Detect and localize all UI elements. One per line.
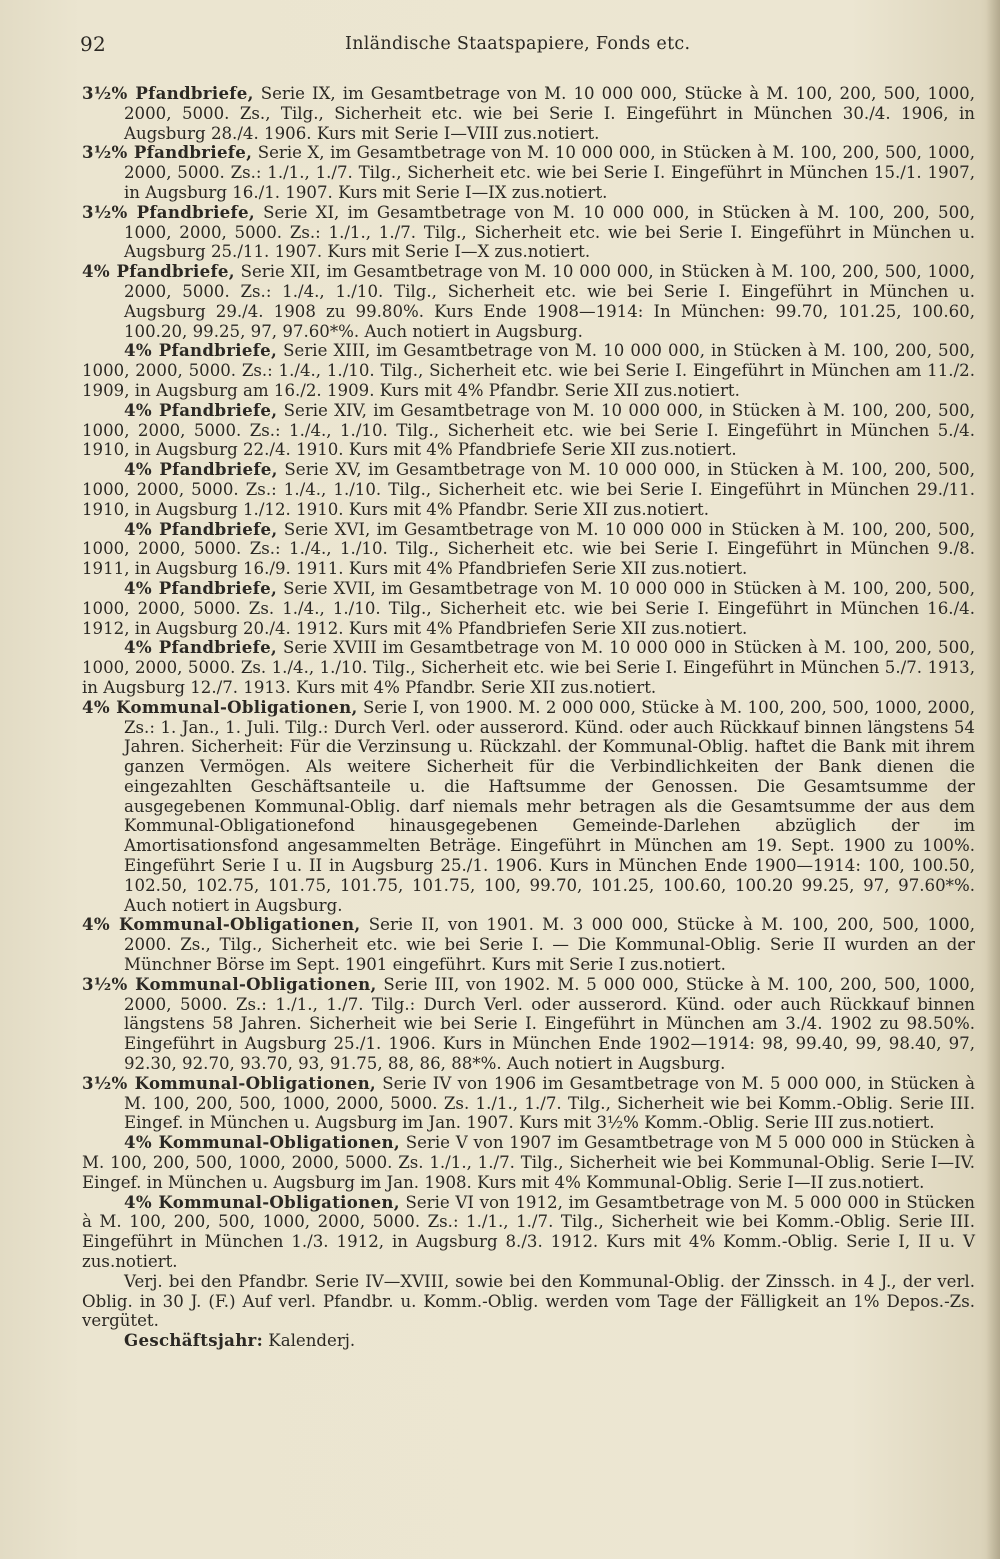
entry-pfandbriefe-xvi [82,520,975,579]
entry-pfandbriefe-ix [82,84,975,143]
fiscal-year-value: Kalenderj. [263,1331,356,1351]
entry-heading: 4% Pfandbriefe, [124,399,278,420]
entry-body: Serie XIII, im Gesamtbetrage von M. 10 000 000, in Stücken à M. 100, 200, 500, 1000, 2000, 5000. Zs.: 1./4., 1./10. Tilg., Sicherheit etc. wie bei Serie I. Eingeführt in München am 11./2. 1909, in Augsburg am 16./2. 1909. Kurs mit 4% Pfandbr. Serie XII zus.notiert. [82,341,975,400]
entry-body: Serie IX, im Gesamtbetrage von M. 10 000 000, Stücke à M. 100, 200, 500, 1000, 2000, 5000. Zs., Tilg., Sicherheit etc. wie bei Serie I. Eingeführt in München 30./4. 1906, in Augsburg 28./4. 1906. Kurs mit Serie I—VIII zus.notiert. [124,84,975,143]
entry-heading: 4% Kommunal-Obligationen, [124,1191,400,1212]
entry-pfandbriefe-xviii [82,638,975,697]
entry-heading: 4% Pfandbriefe, [124,340,278,361]
entry-body: Serie XII, im Gesamtbetrage von M. 10 000 000, in Stücken à M. 100, 200, 500, 1000, 2000, 5000. Zs.: 1./4., 1./10. Tilg., Sicherheit etc. wie bei Serie I. Eingeführt in München u. Augsburg 29./4. 1908 zu 99.80%. Kurs Ende 1908—1914: In München: 99.70, 101.25, 100.60, 100.20, 99.25, 97, 97.60*%. Auch notiert in Augsburg. [124,262,975,341]
entry-body: Serie XIV, im Gesamtbetrage von M. 10 000 000, in Stücken à M. 100, 200, 500, 1000, 2000, 5000. Zs.: 1./4., 1./10. Tilg., Sicherheit etc. wie bei Serie I. Eingeführt in München 5./4. 1910, in Augsburg 22./4. 1910. Kurs mit 4% Pfandbriefe Serie XII zus.notiert. [82,400,975,460]
entry-body: Serie III, von 1902. M. 5 000 000, Stücke à M. 100, 200, 500, 1000, 2000, 5000. Zs.: 1./1., 1./7. Tilg.: Durch Verl. oder ausserord. Künd. oder auch Rückkauf binnen längstens 58 Jahren. Sicherheit wie bei Serie I. Eingeführt in München am 3./4. 1902 zu 98.50%. Eingeführt in Augsburg 25./1. 1906. Kurs in München Ende 1902—1914: 98, 99.40, 99, 98.40, 97, 92.30, 92.70, 93.70, 93, 91.75, 88, 86, 88*%. Auch notiert in Augsburg. [124,974,975,1074]
entry-heading: 3½% Pfandbriefe, [82,142,253,163]
entry-kommunal-v [82,1133,975,1192]
entry-body: Serie XV, im Gesamtbetrage von M. 10 000 000, in Stücken à M. 100, 200, 500, 1000, 2000, 5000. Zs.: 1./4., 1./10. Tilg., Sicherheit etc. wie bei Serie I. Eingeführt in München 29./11. 1910, in Augsburg 1./12. 1910. Kurs mit 4% Pfandbr. Serie XII zus.notiert. [82,460,975,519]
entry-body: Serie V von 1907 im Gesamtbetrage von M 5 000 000 in Stücken à M. 100, 200, 500, 1000, 2000, 5000. Zs. 1./1., 1./7. Tilg., Sicherheit wie bei Kommunal-Oblig. Serie I—IV. Eingef. in München u. Augsburg im Jan. 1908. Kurs mit 4% Kommunal-Oblig. Serie I—II zus.notiert. [82,1133,975,1192]
entry-pfandbriefe-xv [82,460,975,519]
entry-heading: 4% Kommunal-Obligationen, [82,696,358,717]
entry-heading: 3½% Kommunal-Obligationen, [82,1072,377,1093]
entry-body: Serie I, von 1900. M. 2 000 000, Stücke à M. 100, 200, 500, 1000, 2000, Zs.: 1. Jan., 1. Juli. Tilg.: Durch Verl. oder ausserord. Künd. oder auch Rückkauf binnen längstens 54 Jahren. Sicherheit: Für die Verzinsung u. Rückzahl. der Kommunal-Oblig. haftet die Bank mit ihrem ganzen Vermögen. Als weitere Sicherheit für die Verbindlichkeiten der Bank dienen die eingezahlten Geschäftsanteile u. die Haftsumme der Genossen. Die Gesamtsumme der ausgegebenen Kommunal-Oblig. darf niemals mehr betragen als die Gesamtsumme der aus dem Kommunal-Obligationefond hinausgegebenen Gemeinde-Darlehen abzüglich der im Amortisationsfond angesammelten Beträge. Eingeführt in München am 19. Sept. 1900 zu 100%. Eingeführt Serie I u. II in Augsburg 25./1. 1906. Kurs in München Ende 1900—1914: 100, 100.50, 102.50, 102.75, 101.75, 101.75, 101.75, 100, 99.70, 101.25, 100.60, 100.20 99.25, 97, 97.60*%. Auch notiert in Augsburg. [124,697,975,915]
entry-heading: 3½% Pfandbriefe, [82,83,254,103]
entry-kommunal-i [82,698,975,916]
entry-body: Serie X, im Gesamtbetrage von M. 10 000 000, in Stücken à M. 100, 200, 500, 1000, 2000, 5000. Zs.: 1./1., 1./7. Tilg., Sicherheit etc. wie bei Serie I. Eingeführt in München 15./1. 1907, in Augsburg 16./1. 1907. Kurs mit Serie I—IX zus.notiert. [124,143,975,202]
fiscal-year [82,1331,975,1351]
entry-heading: 4% Pfandbriefe, [82,261,235,282]
page-number: 92 [80,32,107,56]
entry-heading: 4% Kommunal-Obligationen, [124,1132,400,1153]
entry-body: Serie XVI, im Gesamtbetrage von M. 10 000 000 in Stücken à M. 100, 200, 500, 1000, 2000, 5000. Zs.: 1./4., 1./10. Tilg., Sicherheit etc. wie bei Serie I. Eingeführt in München 9./8. 1911, in Augsburg 16./9. 1911. Kurs mit 4% Pfandbriefen Serie XII zus.notiert. [82,519,975,579]
entry-body: Serie XI, im Gesamtbetrage von M. 10 000 000, in Stücken à M. 100, 200, 500, 1000, 2000, 5000. Zs.: 1./1., 1./7. Tilg., Sicherheit etc. wie bei Serie I. Eingeführt in München u. Augsburg 25./11. 1907. Kurs mit Serie I—X zus.notiert. [124,202,975,262]
entry-pfandbriefe-xiv [82,401,975,460]
page-edge-shadow [986,0,1000,1559]
closing-note: Verj. bei den Pfandbr. Serie IV—XVIII, sowie bei den Kommunal-Oblig. der Zinssch. in 4 J., der verl. Oblig. in 30 J. (F.) Auf verl. Pfandbr. u. Komm.-Oblig. werden vom Tage der Fälligkeit an 1% Depos.-Zs. vergütet. [82,1271,975,1331]
entry-pfandbriefe-x [82,143,975,202]
entry-heading: 4% Kommunal-Obligationen, [82,914,361,935]
running-head [80,32,980,62]
body-text [82,84,975,1351]
fiscal-year-label: Geschäftsjahr: [124,1330,264,1351]
entry-kommunal-iii [82,975,975,1074]
entry-body: Serie IV von 1906 im Gesamtbetrage von M. 5 000 000, in Stücken à M. 100, 200, 500, 1000, 2000, 5000. Zs. 1./1., 1./7. Tilg., Sicherheit wie bei Komm.-Oblig. Serie III. Eingef. in München u. Augsburg im Jan. 1907. Kurs mit 3½% Komm.-Oblig. Serie III zus.notiert. [124,1073,975,1133]
page-title: Inländische Staatspapiere, Fonds etc. [345,34,691,54]
entry-pfandbriefe-xiii [82,341,975,400]
entry-heading: 4% Pfandbriefe, [124,577,278,598]
entry-pfandbriefe-xvii [82,579,975,638]
entry-kommunal-vi [82,1193,975,1272]
entry-heading: 3½% Pfandbriefe, [82,201,255,222]
entry-heading: 3½% Kommunal-Obligationen, [82,973,377,994]
entry-heading: 4% Pfandbriefe, [124,459,278,480]
entry-body: Serie VI von 1912, im Gesamtbetrage von M. 5 000 000 in Stücken à M. 100, 200, 500, 1000, 2000, 5000. Zs.: 1./1., 1./7. Tilg., Sicherheit wie bei Komm.-Oblig. Serie III. Eingeführt in München 1./3. 1912, in Augsburg 8./3. 1912. Kurs mit 4% Komm.-Oblig. Serie I, II u. V zus.notiert. [82,1192,975,1272]
entry-kommunal-ii [82,915,975,974]
entry-body: Serie II, von 1901. M. 3 000 000, Stücke à M. 100, 200, 500, 1000, 2000. Zs., Tilg., Sicherheit etc. wie bei Serie I. — Die Kommunal-Oblig. Serie II wurden an der Münchner Börse im Sept. 1901 eingeführt. Kurs mit Serie I zus.notiert. [124,915,975,975]
entry-body: Serie XVIII im Gesamtbetrage von M. 10 000 000 in Stücken à M. 100, 200, 500, 1000, 2000, 5000. Zs. 1./4., 1./10. Tilg., Sicherheit etc. wie bei Serie I. Eingeführt in München 5./7. 1913, in Augsburg 12./7. 1913. Kurs mit 4% Pfandbr. Serie XII zus.notiert. [82,638,975,697]
entry-pfandbriefe-xi [82,203,975,262]
entry-kommunal-iv [82,1074,975,1133]
entry-heading: 4% Pfandbriefe, [124,637,278,658]
entry-pfandbriefe-xii [82,262,975,341]
entry-heading: 4% Pfandbriefe, [124,518,278,539]
entry-body: Serie XVII, im Gesamtbetrage von M. 10 000 000 in Stücken à M. 100, 200, 500, 1000, 2000, 5000. Zs. 1./4., 1./10. Tilg., Sicherheit etc. wie bei Serie I. Eingeführt in München 16./4. 1912, in Augsburg 20./4. 1912. Kurs mit 4% Pfandbriefen Serie XII zus.notiert. [82,578,976,638]
